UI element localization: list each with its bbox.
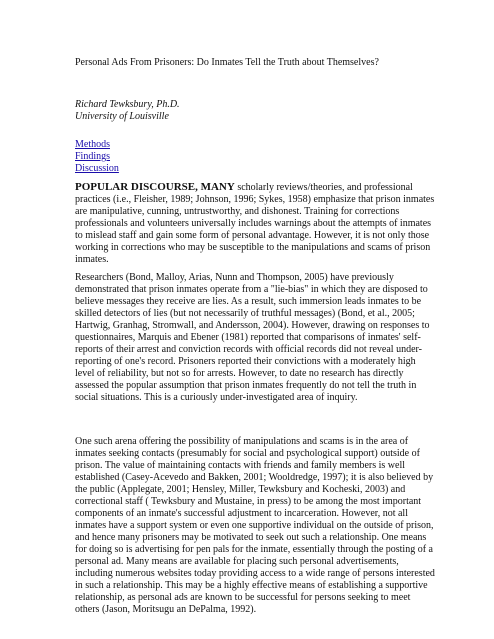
paragraph-3 [75,436,435,616]
findings-link[interactable]: Findings [75,151,111,162]
paragraph-3-line: One such arena offering the possibility of manipulations and scams is in the area of [75,436,409,447]
paragraph-3-line: others (Jason, Moritsugu an DePalma, 1992). [75,604,257,615]
paragraph-2 [75,272,430,404]
paragraph-3-line: in such a relationship. This may be a highly effective means of establishing a supportive [75,580,428,591]
paragraph-3-line: inmates seeking contacts (presumably for social and psychological support) outside of [75,448,420,459]
paragraph-2-line: Researchers (Bond, Malloy, Arias, Nunn and Thompson, 2005) have previously [75,272,394,283]
paragraph-2-line: reporting of one's record. Prisoners reported their convictions with a moderately high [75,356,416,367]
paragraph-2-line: social situations. This is a curiously under-investigated area of inquiry. [75,392,358,403]
paragraph-1-line: professionals and volunteers universally includes warnings about the attempts of inmates [75,218,432,229]
discussion-link[interactable]: Discussion [75,163,119,174]
paragraph-3-line: prison. The value of maintaining contacts with friends and family members is well [75,460,406,471]
paragraph-2-line: Hartwig, Granhag, Stromwall, and Andersson, 2004). However, drawing on responses to [75,320,430,331]
paragraph-2-line: demonstrated that prison inmates operate from a "lie-bias" in which they are disposed to [75,284,428,295]
paragraph-1-line: are manipulative, cunning, untrustworthy, and dishonest. Training for corrections [75,206,400,217]
paragraph-3-line: for doing so is advertising for pen pals for the inmate, essentially through the posting of a [75,544,433,555]
paragraph-2-line: skilled detectors of lies (but not necessarily of truthful messages) (Bond, et al., 2005; [75,308,415,319]
paragraph-3-line: components of an inmate's successful adjustment to incarceration. However, not all [75,508,408,519]
paragraph-2-line: believe messages they receive are lies. As a result, such immersion leads inmates to be [75,296,422,307]
paragraph-2-line: level of reliability, but not so for arrests. However, to date no research has directly [75,368,404,379]
paragraph-2-line: reports of their arrest and conviction records with official records did not reveal under- [75,344,422,355]
paragraph-1-line: to mislead staff and gain some form of personal advantage. However, it is not only those [75,230,430,241]
paragraph-1-lead: POPULAR DISCOURSE, MANY [75,181,235,193]
section-links [75,139,119,175]
paragraph-3-line: including numerous websites today providing access to a wide range of persons interested [75,568,435,579]
paragraph-3-line: established (Casey-Acevedo and Bakken, 2001; Wooldredge, 1997); it is also believed by [75,472,434,483]
paragraph-1-line [75,181,430,194]
paragraph-3-line: inmates have a support system or even one supportive individual on the outside of prison, [75,520,434,531]
paragraph-3-line: correctional staff ( Tewksbury and Mustaine, in press) to be among the most important [75,496,422,507]
paragraph-1-line-text: scholarly reviews/theories, and professional [234,182,413,193]
paragraph-2-line: assessed the popular assumption that prison inmates frequently do not tell the truth in [75,380,417,391]
document-title: Personal Ads From Prisoners: Do Inmates Tell the Truth about Themselves? [75,57,379,68]
paragraph-3-line: relationship, as personal ads are known to be successful for persons seeking to meet [75,592,411,603]
paragraph-1-line: inmates. [75,254,109,265]
paragraph-2-line: questionnaires, Marquis and Ebener (1981) reported that comparisons of inmates' self- [75,332,421,343]
paragraph-3-line: the public (Applegate, 2001; Hensley, Miller, Tewksbury and Kocheski, 2003) and [75,484,406,495]
paragraph-1-line: practices (i.e., Fleisher, 1989; Johnson, 1996; Sykes, 1958) emphasize that prison inmates [75,194,435,205]
paragraph-3-line: and hence many prisoners may be motivated to seek out such a relationship. One means [75,532,427,543]
author-name: Richard Tewksbury, Ph.D. [75,99,180,110]
paragraph-3-line: personal ad. Many means are available for placing such personal advertisements, [75,556,399,567]
author-block [75,99,180,123]
methods-link[interactable]: Methods [75,139,110,150]
paragraph-1-line: working in corrections who may be susceptible to the manipulations and scams of prison [75,242,431,253]
author-affiliation: University of Louisville [75,111,169,122]
paragraph-1 [75,181,435,266]
